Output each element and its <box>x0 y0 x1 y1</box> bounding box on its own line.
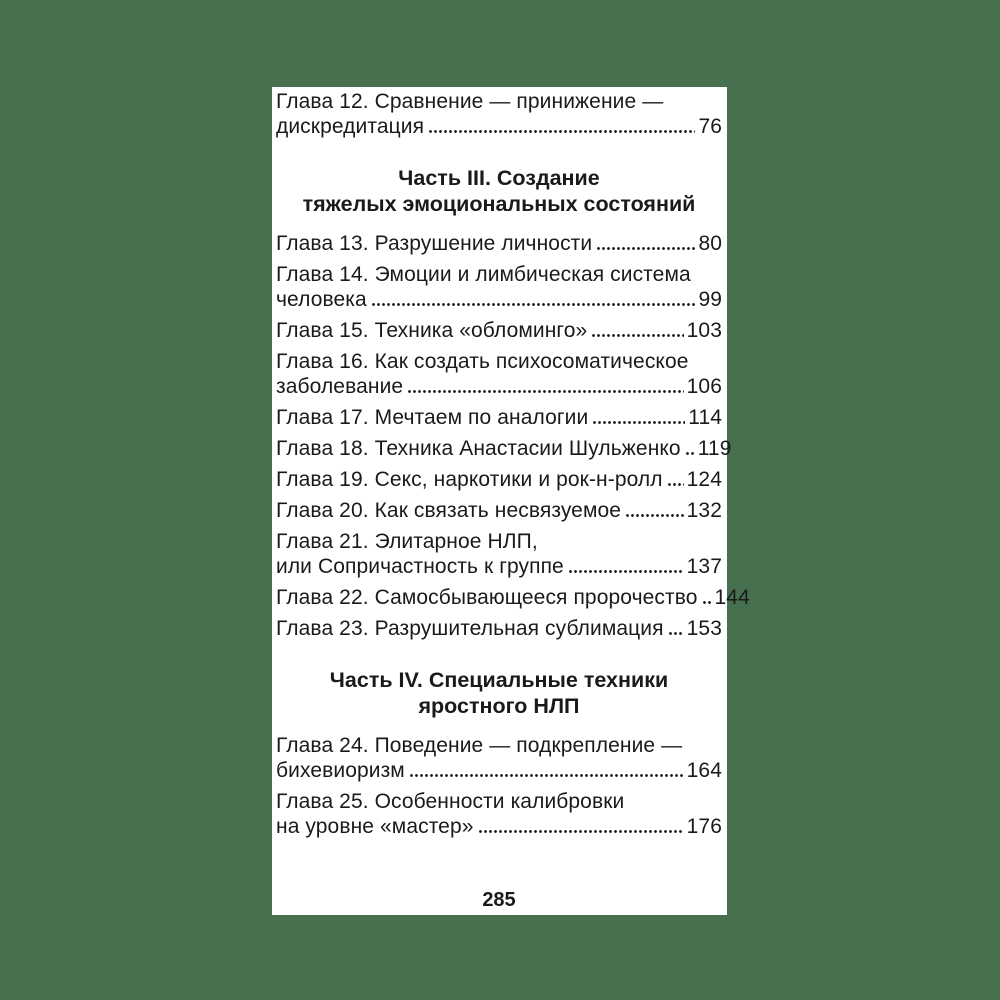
toc-entry-title-continuation: заболевание <box>276 375 404 398</box>
part-heading-line: Часть IV. Специальные техники <box>329 668 669 692</box>
toc-entry-ch22 <box>276 585 750 610</box>
dot-leader <box>596 246 695 251</box>
dot-leader <box>409 773 684 778</box>
toc-page-number: 106 <box>686 375 722 398</box>
toc-entry-ch13 <box>276 231 722 256</box>
folio-page-number: 285 <box>482 889 516 911</box>
toc-entry-title: Глава 17. Мечтаем по аналогии <box>276 406 589 429</box>
toc-entry-title: Глава 25. Особенности калибровки <box>276 790 625 813</box>
toc-entry-title-continuation: на уровне «мастер» <box>276 815 474 838</box>
toc-entry-title: Глава 15. Техника «обломинго» <box>276 319 588 342</box>
dot-leader <box>667 482 684 487</box>
part-heading-line: Часть III. Создание <box>398 166 600 190</box>
part-heading-4 <box>276 667 722 719</box>
toc-entry-ch21 <box>276 529 722 579</box>
dot-leader <box>685 451 695 456</box>
dot-leader <box>428 129 695 134</box>
toc-entry-ch20 <box>276 498 722 523</box>
toc-entry-ch14 <box>276 262 722 312</box>
toc-page-number: 119 <box>697 437 732 460</box>
toc-entry-title-continuation: дискредитация <box>276 115 425 138</box>
toc-page-number: 76 <box>698 115 722 138</box>
toc-entry-ch18 <box>276 436 732 461</box>
toc-entry-title: Глава 13. Разрушение личности <box>276 232 593 255</box>
toc-page-number: 114 <box>688 406 722 429</box>
toc-page-number: 103 <box>686 319 722 342</box>
toc-entry-title-continuation: или Сопричастность к группе <box>276 555 564 578</box>
toc-page-number: 137 <box>686 555 722 578</box>
toc-entry-title: Глава 20. Как связать несвязуемое <box>276 499 622 522</box>
dot-leader <box>407 389 683 394</box>
toc-entry-title: Глава 22. Самосбывающееся пророчество <box>276 586 698 609</box>
toc-entry-ch12 <box>276 89 722 139</box>
table-of-contents <box>276 89 750 845</box>
toc-entry-title: Глава 18. Техника Анастасии Шульженко <box>276 437 681 460</box>
toc-page-number: 80 <box>698 232 722 255</box>
dot-leader <box>702 600 712 605</box>
toc-entry-ch25 <box>276 789 722 839</box>
dot-leader <box>371 302 696 307</box>
toc-entry-title: Глава 19. Секс, наркотики и рок-н-ролл <box>276 468 663 491</box>
dot-leader <box>625 513 684 518</box>
dot-leader <box>592 420 685 425</box>
part-heading-line: яростного НЛП <box>418 694 580 718</box>
dot-leader <box>568 569 684 574</box>
toc-entry-ch17 <box>276 405 722 430</box>
part-heading-3 <box>276 165 722 217</box>
toc-entry-ch24 <box>276 733 722 783</box>
dot-leader <box>668 631 684 636</box>
toc-page-number: 176 <box>686 815 722 838</box>
toc-entry-title: Глава 23. Разрушительная сублимация <box>276 617 664 640</box>
toc-entry-ch15 <box>276 318 722 343</box>
toc-page-number: 164 <box>686 759 722 782</box>
toc-entry-title: Глава 21. Элитарное НЛП, <box>276 530 538 553</box>
dot-leader <box>478 829 684 834</box>
toc-entry-ch19 <box>276 467 722 492</box>
dot-leader <box>591 333 683 338</box>
toc-page-number: 99 <box>698 288 722 311</box>
toc-page-number: 132 <box>686 499 722 522</box>
toc-page-number: 144 <box>714 586 750 609</box>
toc-entry-title-continuation: человека <box>276 288 367 311</box>
toc-entry-title: Глава 24. Поведение — подкрепление — <box>276 734 683 757</box>
book-page <box>272 87 750 915</box>
toc-entry-title-continuation: бихевиоризм <box>276 759 405 782</box>
toc-entry-ch23 <box>276 616 722 641</box>
toc-page-number: 153 <box>686 617 722 640</box>
toc-entry-title: Глава 16. Как создать психосоматическое <box>276 350 689 373</box>
toc-entry-title: Глава 12. Сравнение — принижение — <box>276 90 664 113</box>
part-heading-line: тяжелых эмоциональных состояний <box>302 192 696 216</box>
toc-entry-title: Глава 14. Эмоции и лимбическая система <box>276 263 691 286</box>
toc-entry-ch16 <box>276 349 722 399</box>
toc-page-number: 124 <box>686 468 722 491</box>
